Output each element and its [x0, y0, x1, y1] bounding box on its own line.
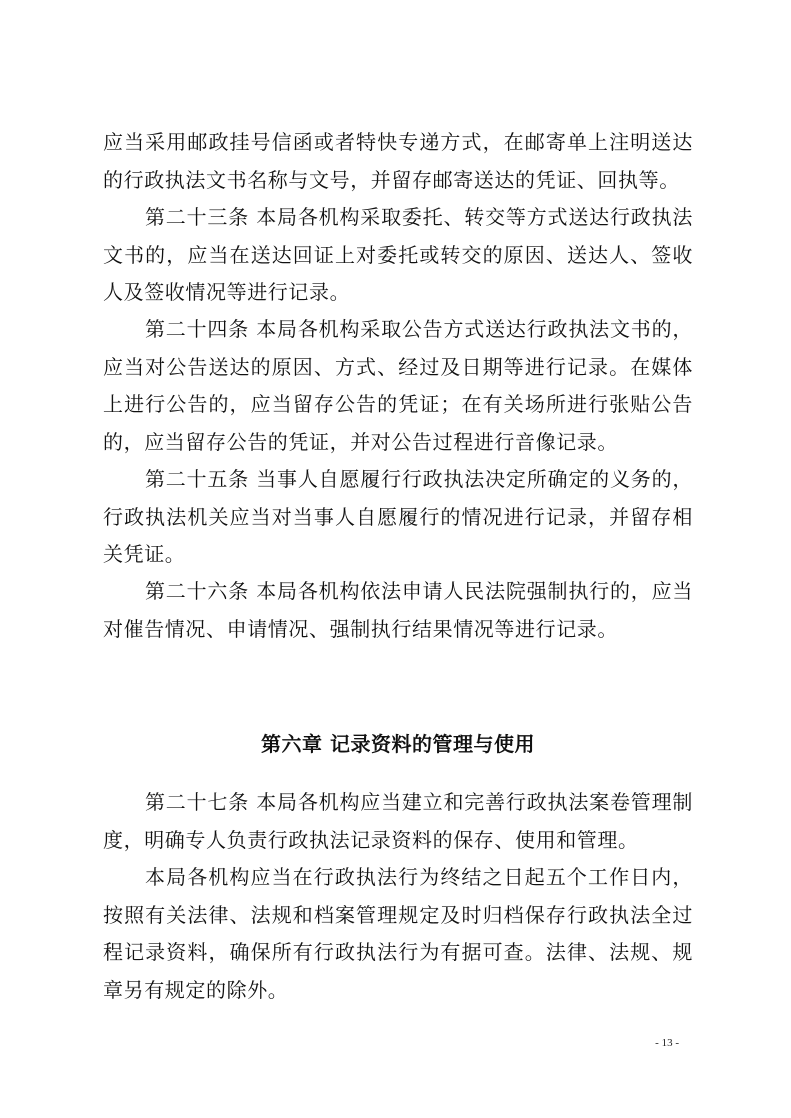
article-23: 第二十三条 本局各机构采取委托、转交等方式送达行政执法文书的，应当在送达回证上对委托或转交的原因、送达人、签收人及签收情况等进行记录。	[103, 205, 693, 304]
article-25: 第二十五条 当事人自愿履行行政执法决定所确定的义务的，行政执法机关应当对当事人自愿履行的情况进行记录，并留存相关凭证。	[103, 467, 693, 566]
article-27-paragraph-2: 本局各机构应当在行政执法行为终结之日起五个工作日内，按照有关法律、法规和档案管理规定及时归档保存行政执法全过程记录资料，确保所有行政执法行为有据可查。法律、法规、规章另有规定的除外。	[103, 865, 693, 1002]
chapter-title: 第六章 记录资料的管理与使用	[261, 732, 535, 756]
page-number: - 13 -	[655, 1037, 679, 1049]
article-26: 第二十六条 本局各机构依法申请人民法院强制执行的，应当对催告情况、申请情况、强制执行结果情况等进行记录。	[103, 579, 693, 641]
paragraph-continuation: 应当采用邮政挂号信函或者特快专递方式，在邮寄单上注明送达的行政执法文书名称与文号，并留存邮寄送达的凭证、回执等。	[103, 130, 693, 192]
article-27: 第二十七条 本局各机构应当建立和完善行政执法案卷管理制度，明确专人负责行政执法记录资料的保存、使用和管理。	[103, 790, 693, 852]
article-24: 第二十四条 本局各机构采取公告方式送达行政执法文书的，应当对公告送达的原因、方式、经过及日期等进行记录。在媒体上进行公告的，应当留存公告的凭证；在有关场所进行张贴公告的，应当留存公告的凭证，并对公告过程进行音像记录。	[103, 317, 693, 454]
